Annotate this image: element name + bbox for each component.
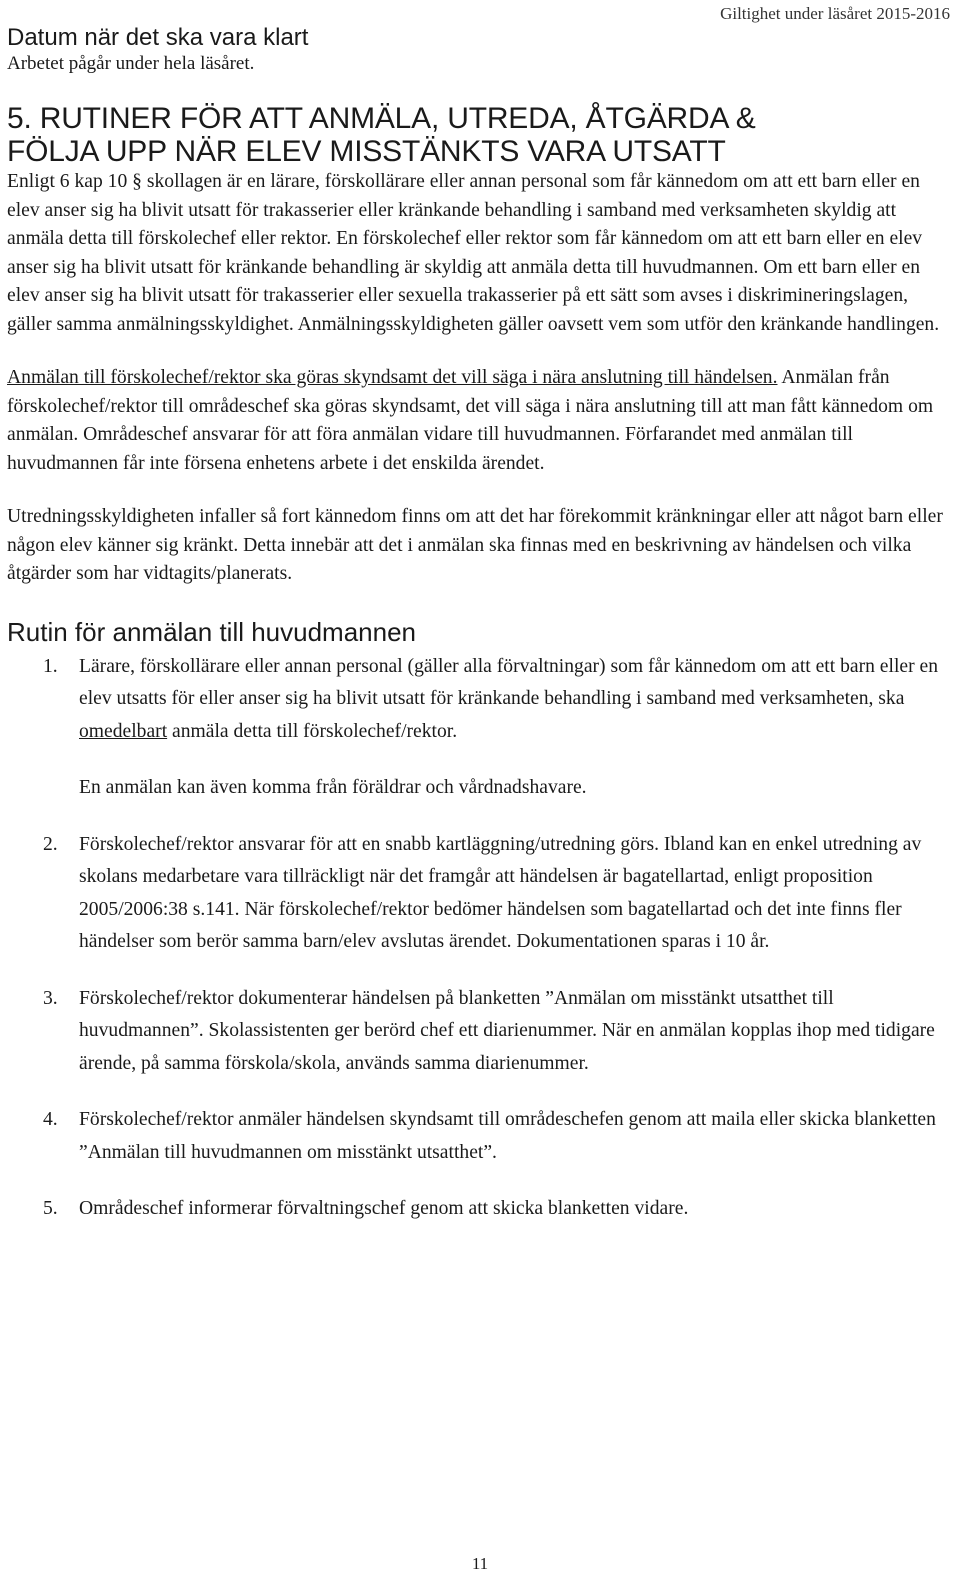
routine-heading: Rutin för anmälan till huvudmannen: [7, 616, 417, 647]
list-item: [7, 1193, 951, 1226]
section-title-line-1: 5. RUTINER FÖR ATT ANMÄLA, UTREDA, ÅTGÄRDA &: [7, 102, 756, 135]
report-underlined-text: Anmälan till förskolechef/rektor ska göras skyndsamt det vill säga i nära anslutning till händelsen.: [7, 367, 778, 388]
step-text: Förskolechef/rektor anmäler händelsen skyndsamt till områdeschefen genom att maila eller skicka blanketten ”Anmälan till huvudmannen om misstänkt utsatthet”.: [79, 1109, 936, 1163]
section-title-line-2: FÖLJA UPP NÄR ELEV MISSTÄNKTS VARA UTSATT: [7, 135, 726, 168]
step-text: Områdeschef informerar förvaltningschef genom att skicka blanketten vidare.: [79, 1198, 689, 1219]
step-text: Förskolechef/rektor dokumenterar händelsen på blanketten ”Anmälan om misstänkt utsatthet till huvudmannen”. Skolassistenten ger berörd chef ett diarienummer. När en anmälan kopplas ihop med tidigare ärende, på samma förskola/skola, används samma diarienummer.: [79, 987, 935, 1074]
section-title: [7, 102, 951, 168]
list-item: [7, 829, 951, 959]
validity-header: Giltighet under läsåret 2015-2016: [720, 4, 950, 23]
report-paragraph: [7, 364, 951, 478]
step-number: 2.: [43, 833, 58, 855]
emphasis-underline: omedelbart: [79, 720, 168, 742]
report-rest-text: Anmälan från förskolechef/rektor till områdeschef ska göras skyndsamt, det vill säga i nära anslutning till att man fått kännedom om anmälan. Områdeschef ansvarar för att föra anmälan vidare till huvudmannen. Förfarandet med anmälan till huvudmannen får inte försena enhetens arbete i det enskilda ärendet.: [7, 367, 934, 474]
step-text: Lärare, förskollärare eller annan personal (gäller alla förvaltningar) som får kännedom om att ett barn eller en elev utsatts för eller anser sig ha blivit utsatt för kränkande behandling i samband med verksamheten, ska omedelbart anmäla detta till förskolechef/rektor. En anmälan kan även komma från föräldrar och vårdnadshavare.: [79, 651, 951, 805]
step-text: Förskolechef/rektor ansvarar för att en snabb kartläggning/utredning görs. Ibland kan en enkel utredning av skolans medarbetare vara tillräckligt när det framgår att händelsen är bagatellartad, enligt proposition 2005/2006:38 s.141. När förskolechef/rektor bedömer händelsen som bagatellartad och det inte finns fler händelser som berör samma barn/elev avslutas ärendet. Dokumentationen sparas i 10 år.: [79, 833, 922, 952]
step-number: 4.: [43, 1109, 58, 1130]
list-item: [7, 1104, 951, 1169]
investigation-paragraph: Utredningsskyldigheten infaller så fort kännedom finns om att det har förekommit kränkningar eller att något barn eller någon elev känner sig kränkt. Detta innebär att det i anmälan ska finnas med en beskrivning av händelsen och vilka åtgärder som har vidtagits/planerats.: [7, 506, 943, 584]
step-number: 1.: [43, 655, 58, 677]
intro-paragraph: Enligt 6 kap 10 § skollagen är en lärare, förskollärare eller annan personal som får kännedom om att ett barn eller en elev anser sig ha blivit utsatt för trakasserier eller kränkande behandling i samband med verksamheten skyldig att anmäla detta till förskolechef eller rektor. En förskolechef eller rektor som får kännedom om att ett barn eller en elev anser sig ha blivit utsatt för kränkande behandling är skyldig att anmäla detta till huvudmannen. Om ett barn eller en elev anser sig ha blivit utsatt för trakasserier eller sexuella trakasserier på ett sätt som avses i diskrimineringslagen, gäller samma anmälningsskyldighet. Anmälningsskyldigheten gäller oavsett vem som utför den kränkande handlingen.: [7, 171, 940, 335]
document-body: [7, 0, 951, 1250]
step-number: 5.: [43, 1198, 58, 1219]
date-heading: Datum när det ska vara klart: [7, 24, 309, 51]
step-note: En anmälan kan även komma från föräldrar och vårdnadshavare.: [79, 777, 587, 798]
list-item: [7, 651, 951, 805]
page-number: 11: [471, 1554, 489, 1573]
routine-steps-list: [7, 651, 951, 1226]
date-text: Arbetet pågår under hela läsåret.: [7, 53, 255, 74]
step-number: 3.: [43, 987, 58, 1009]
list-item: [7, 983, 951, 1081]
